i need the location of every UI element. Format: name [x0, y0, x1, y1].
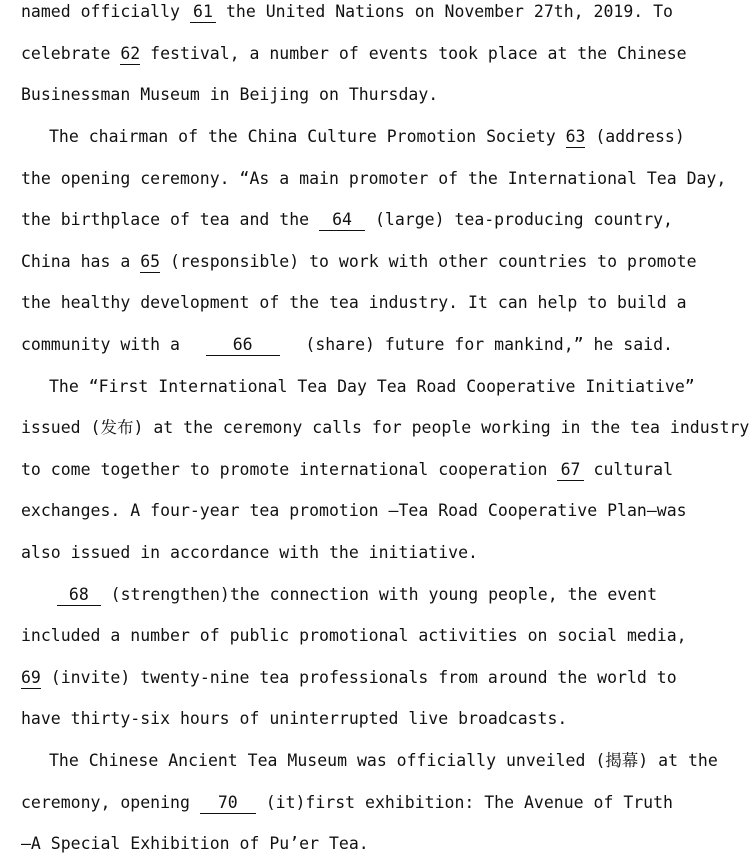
answer-blank-69[interactable]: 69 [21, 668, 41, 687]
text-segment: (strengthen)the connection with young people, the event [100, 585, 657, 604]
answer-blank-62[interactable]: 62 [120, 44, 141, 63]
text-segment: celebrate [21, 44, 121, 63]
text-line [21, 541, 673, 565]
text-segment: —A Special Exhibition of Pu’er Tea. [21, 834, 369, 853]
text-segment: (address) [585, 127, 685, 146]
text-line [21, 832, 673, 856]
text-line [21, 291, 687, 315]
text-segment: cultural [583, 460, 673, 479]
text-line [21, 333, 673, 357]
text-line [57, 583, 657, 607]
text-segment: community with a [21, 335, 190, 354]
text-line [21, 666, 677, 690]
text-segment: exchanges. A four-year tea promotion —Tea Road Cooperative Plan—was [21, 501, 687, 520]
text-segment: (large) tea-producing country, [365, 210, 673, 229]
text-line [21, 416, 749, 440]
text-segment: China has a [21, 252, 141, 271]
text-segment: to come together to promote international cooperation [21, 460, 558, 479]
text-segment: The “First International Tea Day Tea Road Cooperative Initiative” [49, 377, 695, 396]
text-line [21, 458, 673, 482]
answer-blank-61[interactable]: 61 [190, 2, 216, 23]
text-line [21, 167, 727, 191]
answer-blank-66[interactable]: 66 [206, 335, 280, 356]
text-segment: ceremony, opening [21, 793, 200, 812]
text-line [21, 83, 673, 107]
text-segment: the opening ceremony. “As a main promoter of the International Tea Day, [21, 169, 727, 188]
text-line [21, 250, 697, 274]
text-segment: the birthplace of tea and the [21, 210, 320, 229]
text-segment: (responsible) to work with other countries to promote [160, 252, 697, 271]
text-segment: included a number of public promotional activities on social media, [21, 626, 687, 645]
answer-blank-64[interactable]: 64 [319, 210, 365, 231]
text-segment: (it)first exhibition: The Avenue of Truth [255, 793, 673, 812]
text-line [21, 791, 673, 815]
text-segment: The Chinese Ancient Tea Museum was officially unveiled (揭幕) at the [49, 751, 718, 770]
text-segment: (share) future for mankind,” he said. [295, 335, 673, 354]
answer-blank-68[interactable]: 68 [57, 585, 101, 606]
text-segment: also issued in accordance with the initiative. [21, 543, 478, 562]
text-segment: the United Nations on November 27th, 2019. To [216, 2, 673, 21]
text-segment: have thirty-six hours of uninterrupted live broadcasts. [21, 709, 568, 728]
text-segment: festival, a number of events took place at the Chinese [140, 44, 687, 63]
text-line [21, 42, 687, 66]
text-line [49, 375, 695, 399]
text-segment: Businessman Museum in Beijing on Thursday. [21, 85, 439, 104]
text-segment: named officially [21, 2, 190, 21]
text-line [21, 707, 673, 731]
answer-blank-67[interactable]: 67 [557, 460, 583, 481]
text-line [49, 749, 718, 773]
text-line [49, 125, 685, 149]
text-segment: The chairman of the China Culture Promotion Society [49, 127, 566, 146]
text-segment: issued (发布) at the ceremony calls for people working in the tea industry [21, 418, 749, 437]
text-line [21, 0, 673, 24]
text-line [21, 208, 673, 232]
answer-blank-70[interactable]: 70 [200, 793, 256, 814]
text-segment: the healthy development of the tea industry. It can help to build a [21, 293, 687, 312]
text-line [21, 624, 687, 648]
answer-blank-63[interactable]: 63 [565, 127, 586, 146]
answer-blank-65[interactable]: 65 [140, 252, 161, 271]
text-line [21, 499, 687, 523]
text-segment: (invite) twenty-nine tea professionals from around the world to [40, 668, 677, 687]
